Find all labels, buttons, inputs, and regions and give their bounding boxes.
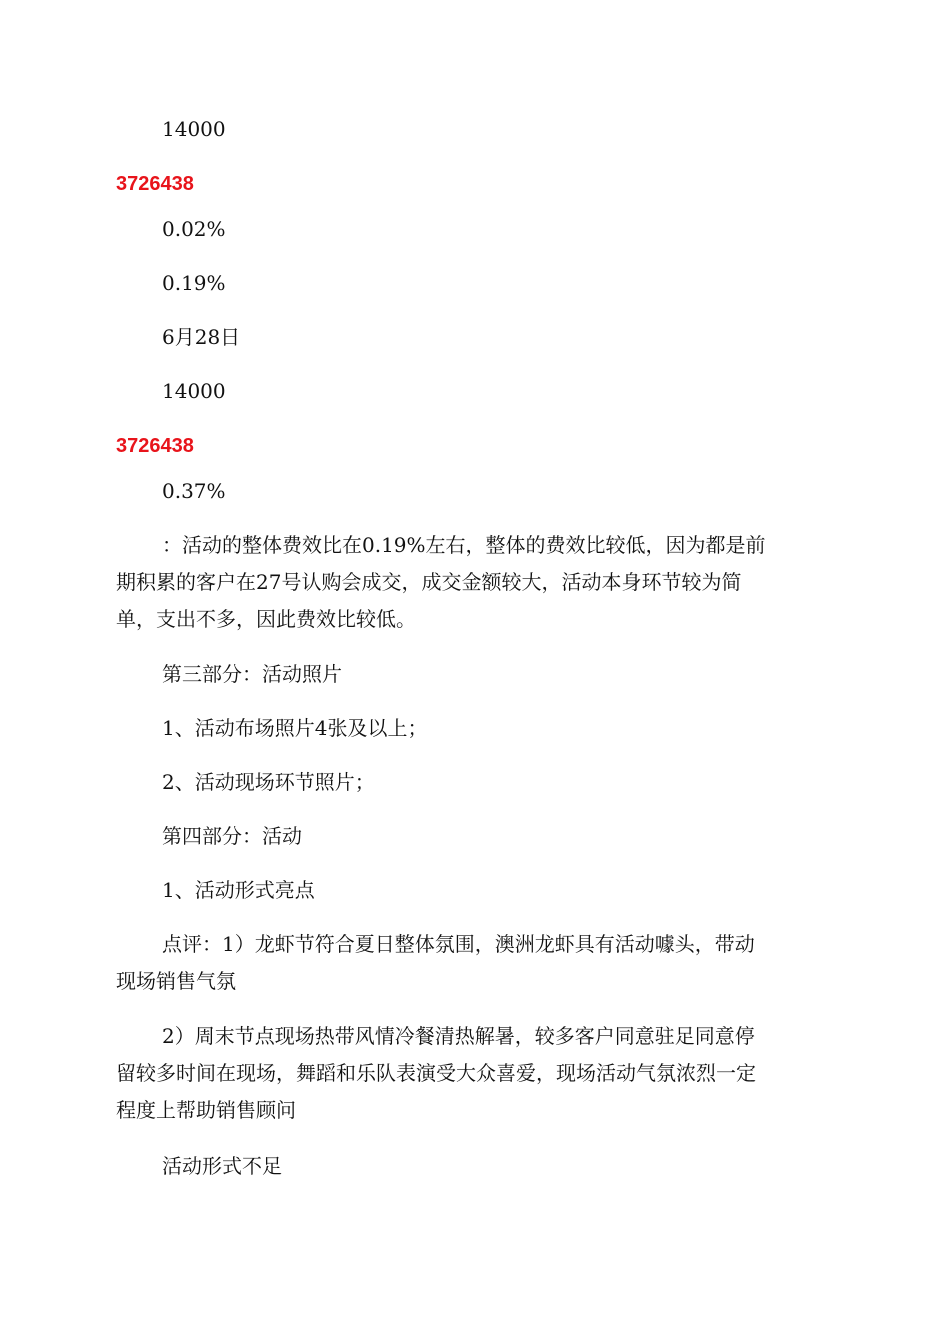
value-date: 6月28日 (162, 325, 241, 349)
comment2-line-1: 2）周末节点现场热带风情冷餐清热解暑，较多客户同意驻足同意停 (162, 1024, 755, 1048)
comment-paragraph-1 (116, 926, 834, 1000)
comment1-line-2: 现场销售气氛 (116, 969, 236, 993)
value-amount-red-2: 3726438 (116, 435, 194, 457)
part3-heading: 第三部分：活动照片 (162, 662, 342, 686)
value-amount-red-1: 3726438 (116, 173, 194, 195)
value-budget-2: 14000 (162, 379, 226, 403)
part4-heading: 第四部分：活动 (162, 824, 302, 848)
part3-item-2: 2、活动现场环节照片； (162, 770, 375, 794)
comment-paragraph-2 (116, 1018, 834, 1129)
part4-item-1: 1、活动形式亮点 (162, 878, 315, 902)
comment2-line-3: 程度上帮助销售顾问 (116, 1098, 296, 1122)
comment1-line-1: 点评：1）龙虾节符合夏日整体氛围，澳洲龙虾具有活动噱头，带动 (162, 932, 755, 956)
part3-item-1: 1、活动布场照片4张及以上； (162, 716, 428, 740)
summary-line-3: 单，支出不多，因此费效比较低。 (116, 607, 416, 631)
value-ratio-1: 0.02% (162, 217, 226, 241)
value-ratio-3: 0.37% (162, 479, 226, 503)
value-budget-1: 14000 (162, 117, 226, 141)
summary-line-2: 期积累的客户在27号认购会成交，成交金额较大，活动本身环节较为简 (116, 570, 742, 594)
value-ratio-2: 0.19% (162, 271, 226, 295)
summary-paragraph (116, 527, 834, 638)
summary-line-1: ：活动的整体费效比在0.19%左右，整体的费效比较低，因为都是前 (162, 533, 766, 557)
comment2-line-2: 留较多时间在现场，舞蹈和乐队表演受大众喜爱，现场活动气氛浓烈一定 (116, 1061, 756, 1085)
shortcoming-heading: 活动形式不足 (162, 1154, 282, 1178)
